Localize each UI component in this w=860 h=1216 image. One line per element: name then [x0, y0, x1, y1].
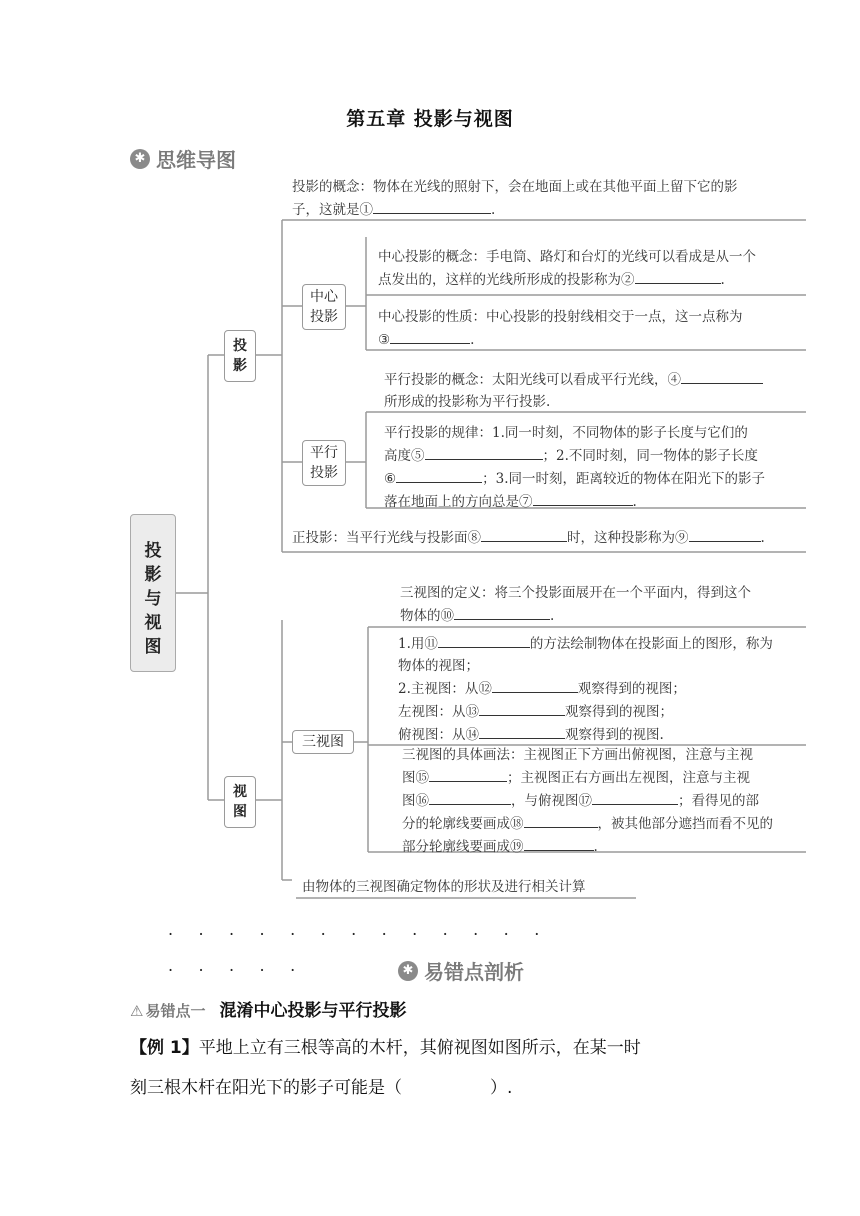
root-node: 投 影 与 视 图	[130, 514, 176, 672]
blank-3	[390, 328, 470, 344]
central-projection-node: 中心 投影	[302, 284, 346, 330]
blank-13	[479, 700, 565, 716]
parallel-rule-line: 高度⑤	[384, 448, 425, 464]
error-analysis-badge	[398, 956, 524, 985]
three-view-def-line: 物体的⑩	[400, 608, 454, 624]
three-view-item: 观察得到的视图；	[565, 704, 673, 720]
three-view-drawing: 三视图的具体画法：主视图正下方画出俯视图，注意与主视 图⑮ ；主视图正右方画出左视图，注意与主视 图⑯ ，与俯视图⑰ ；看得见的部 分的轮廓线要画成⑱ ，被其他部分遮挡而看不见的 部分轮廓线要画成⑲ .	[402, 744, 773, 858]
drawing-line: ，被其他部分遮挡而看不见的	[597, 816, 773, 832]
blank-5	[425, 444, 543, 460]
error-point-tag: 易错点一	[145, 1002, 206, 1020]
drawing-line: 部分轮廓线要画成⑲	[402, 839, 524, 855]
three-view-item: 俯视图：从⑭	[398, 727, 479, 743]
parallel-rule-line: ；2.不同时刻，同一物体的影子长度	[542, 448, 758, 464]
three-view-item: 的方法绘制物体在投影面上的图形，称为	[529, 636, 773, 652]
blank-19	[524, 835, 594, 851]
last-view-item: 由物体的三视图确定物体的形状及进行相关计算	[302, 879, 586, 895]
blank-11	[438, 632, 530, 648]
parallel-concept-line: 平行投影的概念：太阳光线可以看成平行光线，④	[384, 372, 681, 388]
three-view-item: 1.用⑪	[398, 636, 438, 652]
error-point-title: 混淆中心投影与平行投影	[219, 1001, 407, 1021]
example-text: ）.	[490, 1078, 513, 1098]
parallel-rule-line: 平行投影的规律：1.同一时刻，不同物体的影子长度与它们的	[384, 425, 748, 441]
orthographic-line: 正投影：当平行光线与投影面⑧	[292, 530, 481, 546]
projection-concept: 投影的概念：物体在光线的照射下，会在地面上或在其他平面上留下它的影 子，这就是① .	[292, 176, 738, 221]
drawing-line: ；看得见的部	[678, 793, 759, 809]
parallel-projection-node: 平行 投影	[302, 440, 346, 486]
three-view-item: 2.主视图：从⑫	[398, 681, 492, 697]
central-property-line: ③	[378, 332, 391, 348]
drawing-line: 图⑯	[402, 793, 429, 809]
drawing-line: 三视图的具体画法：主视图正下方画出俯视图，注意与主视	[402, 747, 753, 763]
orthographic-projection: 正投影：当平行光线与投影面⑧ 时，这种投影称为⑨ .	[292, 526, 765, 549]
blank-16	[429, 789, 511, 805]
parallel-rules: 平行投影的规律：1.同一时刻，不同物体的影子长度与它们的 高度⑤ ；2.不同时刻，同一物体的影子长度 ⑥ ；3.同一时刻，距离较近的物体在阳光下的影子 落在地面上的方向总是⑦ .	[384, 422, 765, 513]
example-paragraph	[130, 1076, 512, 1100]
blank-9	[689, 526, 761, 542]
example-paragraph	[130, 1036, 641, 1060]
three-view-item: 观察得到的视图.	[565, 727, 664, 743]
mindmap-heading: 思维导图	[156, 148, 236, 172]
parallel-rule-line: ；3.同一时刻，距离较近的物体在阳光下的影子	[482, 471, 765, 487]
chapter-title: 第五章 投影与视图	[346, 108, 514, 130]
three-view-items	[398, 632, 773, 746]
three-view-item: 左视图：从⑬	[398, 704, 479, 720]
view-node: 视 图	[224, 776, 256, 828]
dotted-divider: . . . . . . . . . . . . .	[168, 920, 540, 939]
blank-2	[635, 268, 721, 284]
central-concept-line: 点发出的，这样的光线所形成的投影称为②	[378, 272, 635, 288]
blank-15	[429, 766, 507, 782]
parallel-rule-line: ⑥	[384, 471, 397, 487]
central-concept: 中心投影的概念：手电筒、路灯和台灯的光线可以看成是从一个 点发出的，这样的光线所形成的投影称为② .	[378, 246, 756, 291]
asterisk-icon: ✱	[130, 149, 150, 169]
blank-12	[492, 677, 578, 693]
parallel-rule-line: 落在地面上的方向总是⑦	[384, 494, 533, 510]
projection-node: 投 影	[224, 330, 256, 382]
projection-concept-line: 投影的概念：物体在光线的照射下，会在地面上或在其他平面上留下它的影	[292, 179, 738, 195]
example-text: 平地上立有三根等高的木杆，其俯视图如图所示，在某一时	[198, 1038, 641, 1058]
blank-6	[396, 467, 482, 483]
drawing-line: ；主视图正右方画出左视图，注意与主视	[507, 770, 750, 786]
drawing-line: 图⑮	[402, 770, 429, 786]
blank-17	[592, 789, 678, 805]
central-property: 中心投影的性质：中心投影的投射线相交于一点，这一点称为 ③ .	[378, 306, 743, 351]
drawing-line: ，与俯视图⑰	[511, 793, 592, 809]
drawing-line: 分的轮廓线要画成⑱	[402, 816, 524, 832]
blank-7	[533, 490, 633, 506]
central-property-line: 中心投影的性质：中心投影的投射线相交于一点，这一点称为	[378, 309, 743, 325]
example-text: 刻三根木杆在阳光下的影子可能是（	[130, 1078, 402, 1098]
three-view-item: 物体的视图；	[398, 658, 479, 674]
warning-triangle-icon: ⚠	[130, 1002, 144, 1020]
projection-concept-line: 子，这就是①	[292, 202, 373, 218]
example-label: 【例 1】	[130, 1038, 199, 1058]
dotted-divider: . . . . .	[168, 956, 296, 975]
three-view-def-line: 三视图的定义：将三个投影面展开在一个平面内，得到这个	[400, 585, 751, 601]
blank-8	[481, 526, 567, 542]
blank-14	[479, 723, 565, 739]
central-concept-line: 中心投影的概念：手电筒、路灯和台灯的光线可以看成是从一个	[378, 249, 756, 265]
three-view-definition: 三视图的定义：将三个投影面展开在一个平面内，得到这个 物体的⑩ .	[400, 582, 751, 627]
error-point-heading	[130, 996, 406, 1021]
three-view-node: 三视图	[292, 730, 354, 754]
blank-10	[454, 604, 550, 620]
error-heading: 易错点剖析	[424, 960, 524, 984]
blank-4	[681, 368, 763, 384]
asterisk-icon: ✱	[398, 961, 418, 981]
orthographic-line: 时，这种投影称为⑨	[567, 530, 689, 546]
three-view-item: 观察得到的视图；	[577, 681, 686, 697]
blank-1	[373, 198, 491, 214]
parallel-concept-line: 所形成的投影称为平行投影.	[384, 394, 551, 410]
parallel-concept	[384, 368, 763, 413]
blank-18	[524, 812, 598, 828]
